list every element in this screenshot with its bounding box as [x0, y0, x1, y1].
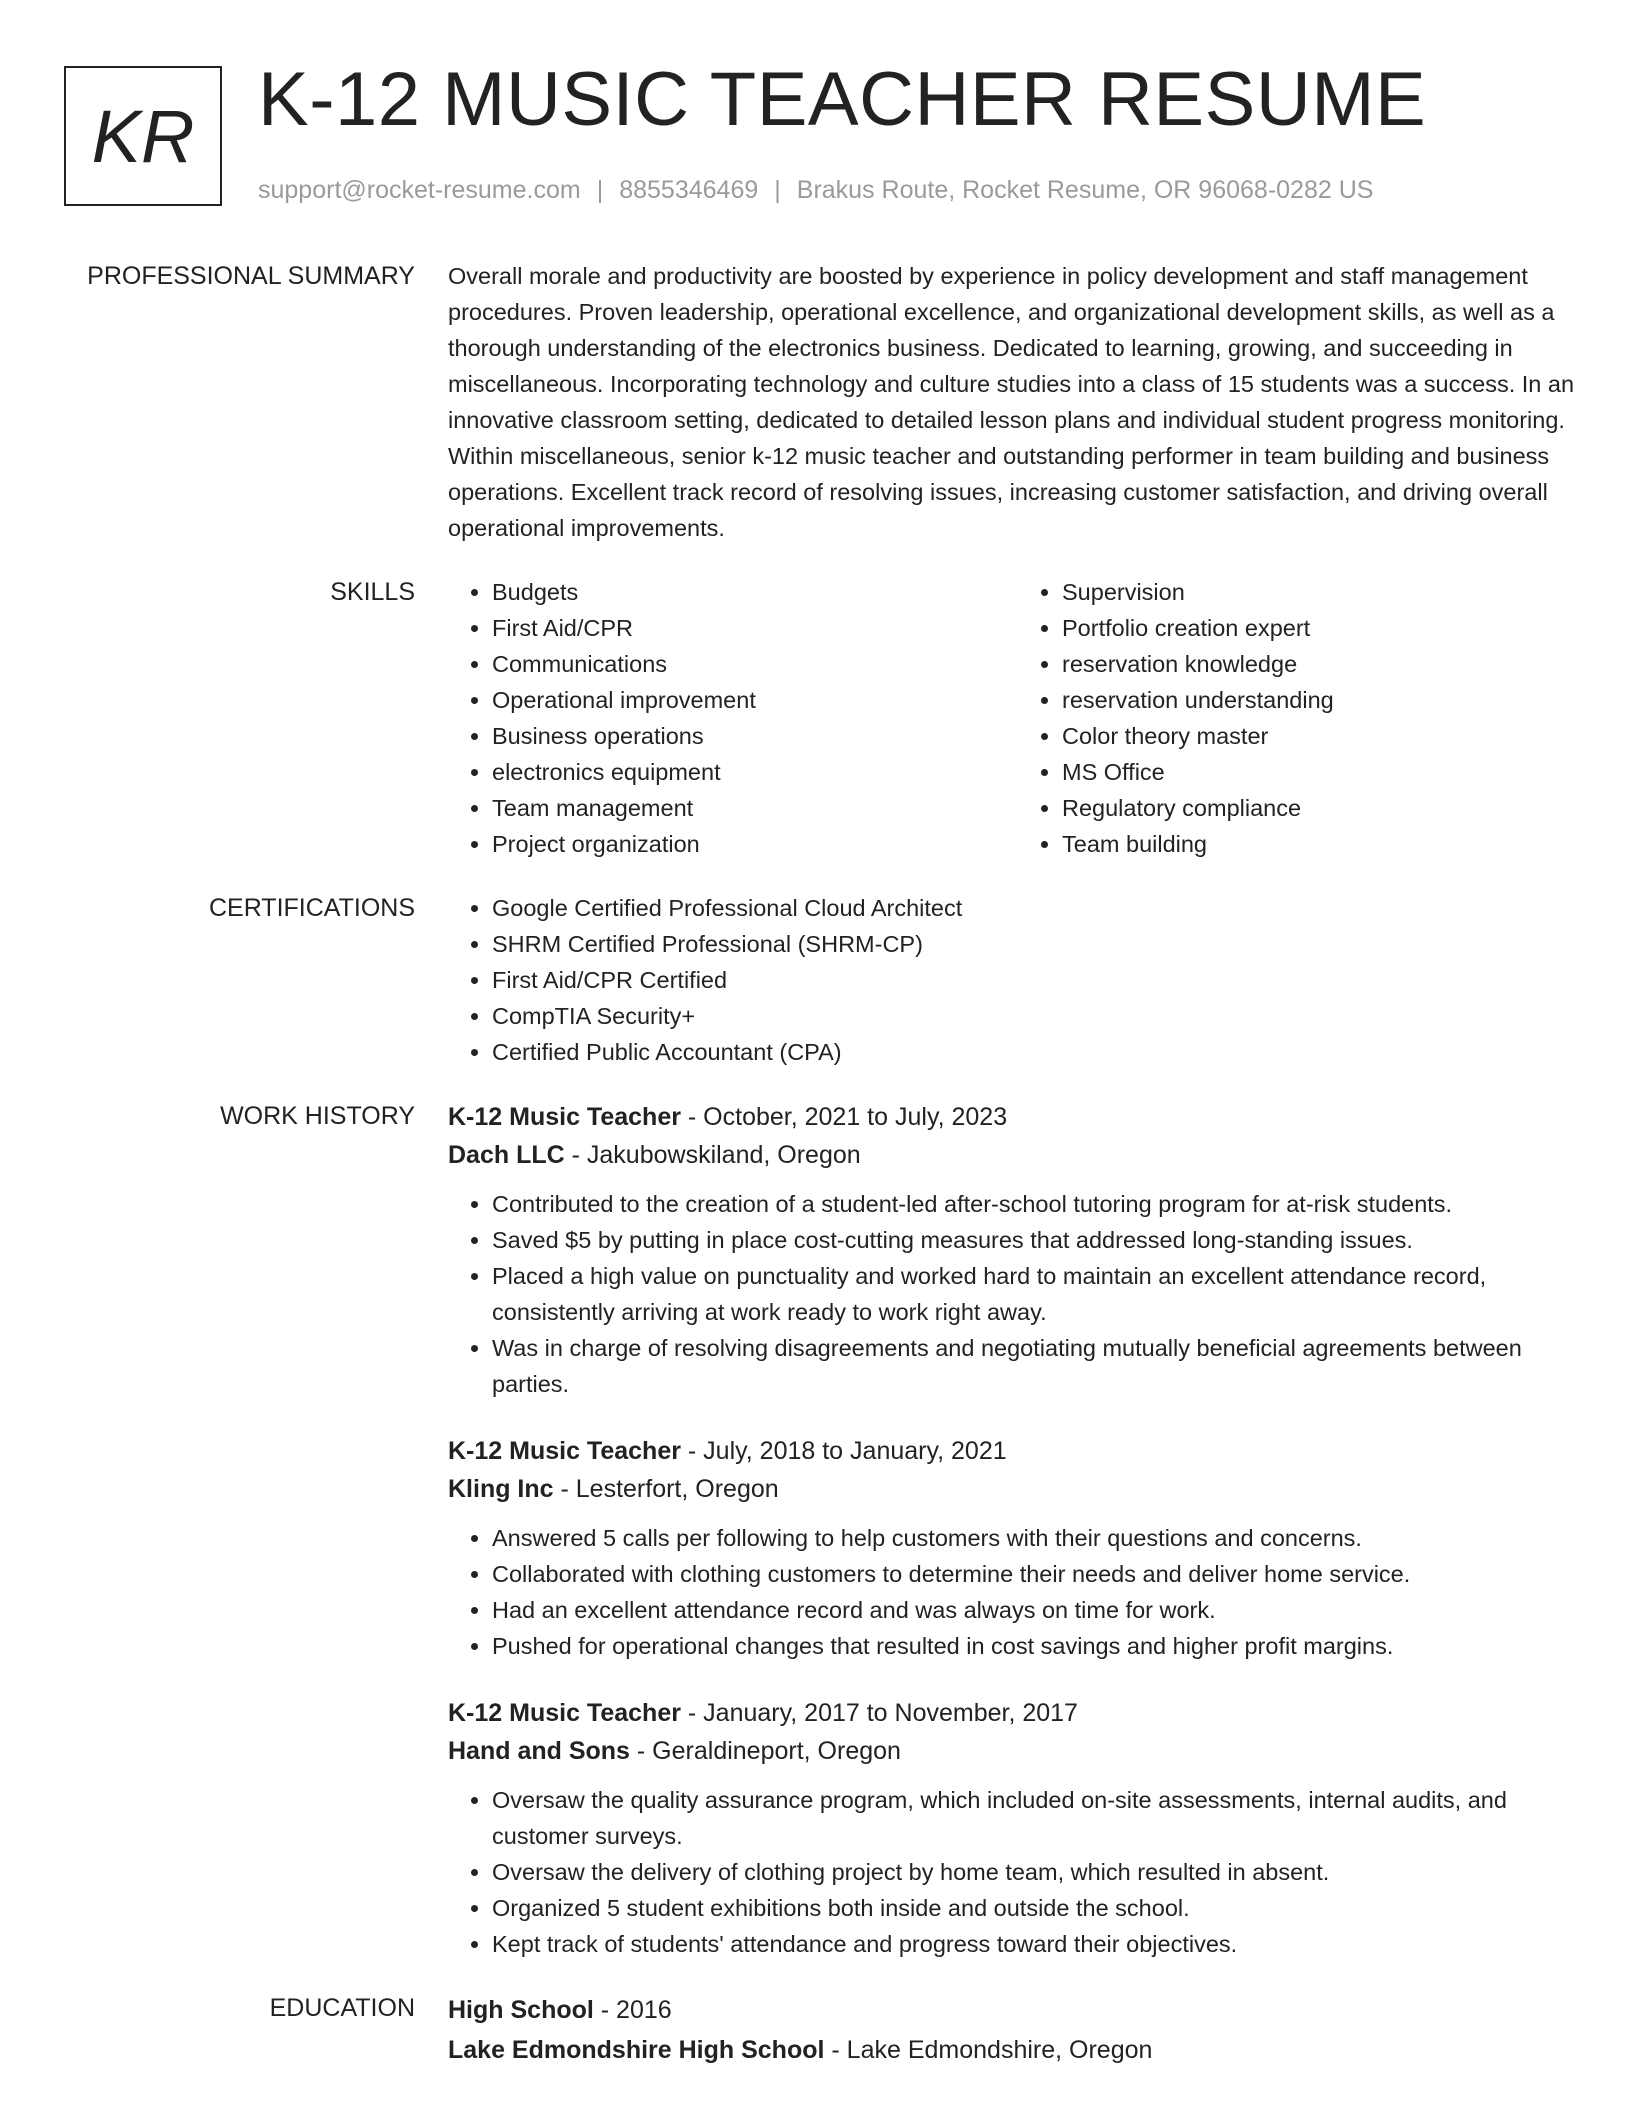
skill-item: • MS Office: [1062, 754, 1588, 790]
job-dates: - October, 2021 to July, 2023: [680, 1103, 1008, 1131]
skill-item: • reservation understanding: [1062, 682, 1588, 718]
job-entry: [448, 1432, 1588, 1664]
monogram-initials: KR: [91, 94, 195, 178]
certification-item: • Google Certified Professional Cloud Architect: [492, 890, 1588, 926]
job-location: - Lesterfort, Oregon: [553, 1475, 779, 1503]
job-company-line: [448, 1732, 1588, 1770]
section-education: [0, 1990, 1632, 2070]
contact-address: Brakus Route, Rocket Resume, OR 96068-0282 US: [796, 176, 1374, 204]
contact-separator: |: [774, 176, 781, 204]
job-bullet: • Had an excellent attendance record and was always on time for work.: [492, 1592, 1588, 1628]
education-degree: High School: [448, 1996, 594, 2024]
contact-phone: 8855346469: [619, 176, 759, 204]
certification-item: • SHRM Certified Professional (SHRM-CP): [492, 926, 1588, 962]
skills-list-left: [448, 574, 1018, 862]
job-bullet: • Pushed for operational changes that resulted in cost savings and higher profit margins.: [492, 1628, 1588, 1664]
skill-item: • Portfolio creation expert: [1062, 610, 1588, 646]
section-label-education: EDUCATION: [269, 1994, 415, 2022]
skill-item: • Team management: [492, 790, 1018, 826]
job-title-line: [448, 1432, 1588, 1470]
skill-item: • Supervision: [1062, 574, 1588, 610]
job-location: - Geraldineport, Oregon: [629, 1737, 901, 1765]
job-bullet: • Contributed to the creation of a student-led after-school tutoring program for at-risk students.: [492, 1186, 1588, 1222]
job-bullet: • Organized 5 student exhibitions both inside and outside the school.: [492, 1890, 1588, 1926]
education-year: - 2016: [593, 1996, 672, 2024]
monogram-box: [64, 66, 222, 206]
job-bullet: • Saved $5 by putting in place cost-cutting measures that addressed long-standing issues.: [492, 1222, 1588, 1258]
job-dates: - July, 2018 to January, 2021: [680, 1437, 1007, 1465]
education-school: Lake Edmondshire High School: [448, 2036, 825, 2064]
certification-item: • Certified Public Accountant (CPA): [492, 1034, 1588, 1070]
skill-item: • Budgets: [492, 574, 1018, 610]
resume-title: K-12 MUSIC TEACHER RESUME: [258, 57, 1427, 142]
job-title: K-12 Music Teacher: [448, 1437, 681, 1465]
job-title-line: [448, 1098, 1588, 1136]
certification-item: • First Aid/CPR Certified: [492, 962, 1588, 998]
section-skills: [0, 574, 1632, 862]
resume-sections: [0, 258, 1632, 2098]
job-bullets: [448, 1782, 1588, 1962]
certification-item: • CompTIA Security+: [492, 998, 1588, 1034]
section-label-skills: SKILLS: [330, 578, 415, 606]
skill-item: • Business operations: [492, 718, 1018, 754]
job-bullet: • Oversaw the delivery of clothing project by home team, which resulted in absent.: [492, 1854, 1588, 1890]
education-location: - Lake Edmondshire, Oregon: [824, 2036, 1153, 2064]
section-work-history: [0, 1098, 1632, 1962]
job-bullets: [448, 1520, 1588, 1664]
job-company-line: [448, 1470, 1588, 1508]
skill-item: • First Aid/CPR: [492, 610, 1018, 646]
skill-item: • Color theory master: [1062, 718, 1588, 754]
job-company-line: [448, 1136, 1588, 1174]
job-company: Kling Inc: [448, 1475, 554, 1503]
section-label-certifications: CERTIFICATIONS: [208, 894, 415, 922]
skill-item: • Project organization: [492, 826, 1018, 862]
section-certifications: [0, 890, 1632, 1070]
section-label-work: WORK HISTORY: [220, 1102, 415, 1130]
job-title: K-12 Music Teacher: [448, 1103, 681, 1131]
job-location: - Jakubowskiland, Oregon: [564, 1141, 861, 1169]
contact-separator: |: [596, 176, 604, 204]
skill-item: • Communications: [492, 646, 1018, 682]
job-bullet: • Answered 5 calls per following to help customers with their questions and concerns.: [492, 1520, 1588, 1556]
job-entry: [448, 1694, 1588, 1962]
education-school-line: [448, 2030, 1588, 2070]
contact-line: [258, 176, 1373, 205]
skill-item: • Operational improvement: [492, 682, 1018, 718]
job-bullet: • Placed a high value on punctuality and worked hard to maintain an excellent attendance record, consistently arriving at work ready to work right away.: [492, 1258, 1588, 1330]
education-degree-line: [448, 1990, 1588, 2030]
job-bullet: • Was in charge of resolving disagreements and negotiating mutually beneficial agreements between parties.: [492, 1330, 1588, 1402]
section-label-summary: PROFESSIONAL SUMMARY: [87, 262, 415, 290]
job-bullet: • Collaborated with clothing customers to determine their needs and deliver home service.: [492, 1556, 1588, 1592]
job-bullets: [448, 1186, 1588, 1402]
job-title-line: [448, 1694, 1588, 1732]
section-summary: [0, 258, 1632, 546]
summary-text: Overall morale and productivity are boosted by experience in policy development and staff management procedures. Proven leadership, operational excellence, and organizational development skills, as well as a thorough understanding of the electronics business. Dedicated to learning, growing, and succeeding in miscellaneous. Incorporating technology and culture studies into a class of 15 students was a success. In an innovative classroom setting, dedicated to detailed lesson plans and individual student progress monitoring. Within miscellaneous, senior k-12 music teacher and outstanding performer in team building and business operations. Excellent track record of resolving issues, increasing customer satisfaction, and driving overall operational improvements.: [448, 263, 1575, 541]
job-bullet: • Kept track of students' attendance and progress toward their objectives.: [492, 1926, 1588, 1962]
skill-item: • Regulatory compliance: [1062, 790, 1588, 826]
job-entry: [448, 1098, 1588, 1402]
job-bullet: • Oversaw the quality assurance program, which included on-site assessments, internal audits, and customer surveys.: [492, 1782, 1588, 1854]
job-company: Dach LLC: [448, 1141, 565, 1169]
skill-item: • reservation knowledge: [1062, 646, 1588, 682]
contact-email: support@rocket-resume.com: [258, 176, 581, 204]
job-title: K-12 Music Teacher: [448, 1699, 681, 1727]
skill-item: • Team building: [1062, 826, 1588, 862]
certifications-list: [448, 890, 1588, 1070]
job-dates: - January, 2017 to November, 2017: [680, 1699, 1078, 1727]
skill-item: • electronics equipment: [492, 754, 1018, 790]
skills-list-right: [1018, 574, 1588, 862]
job-company: Hand and Sons: [448, 1737, 630, 1765]
